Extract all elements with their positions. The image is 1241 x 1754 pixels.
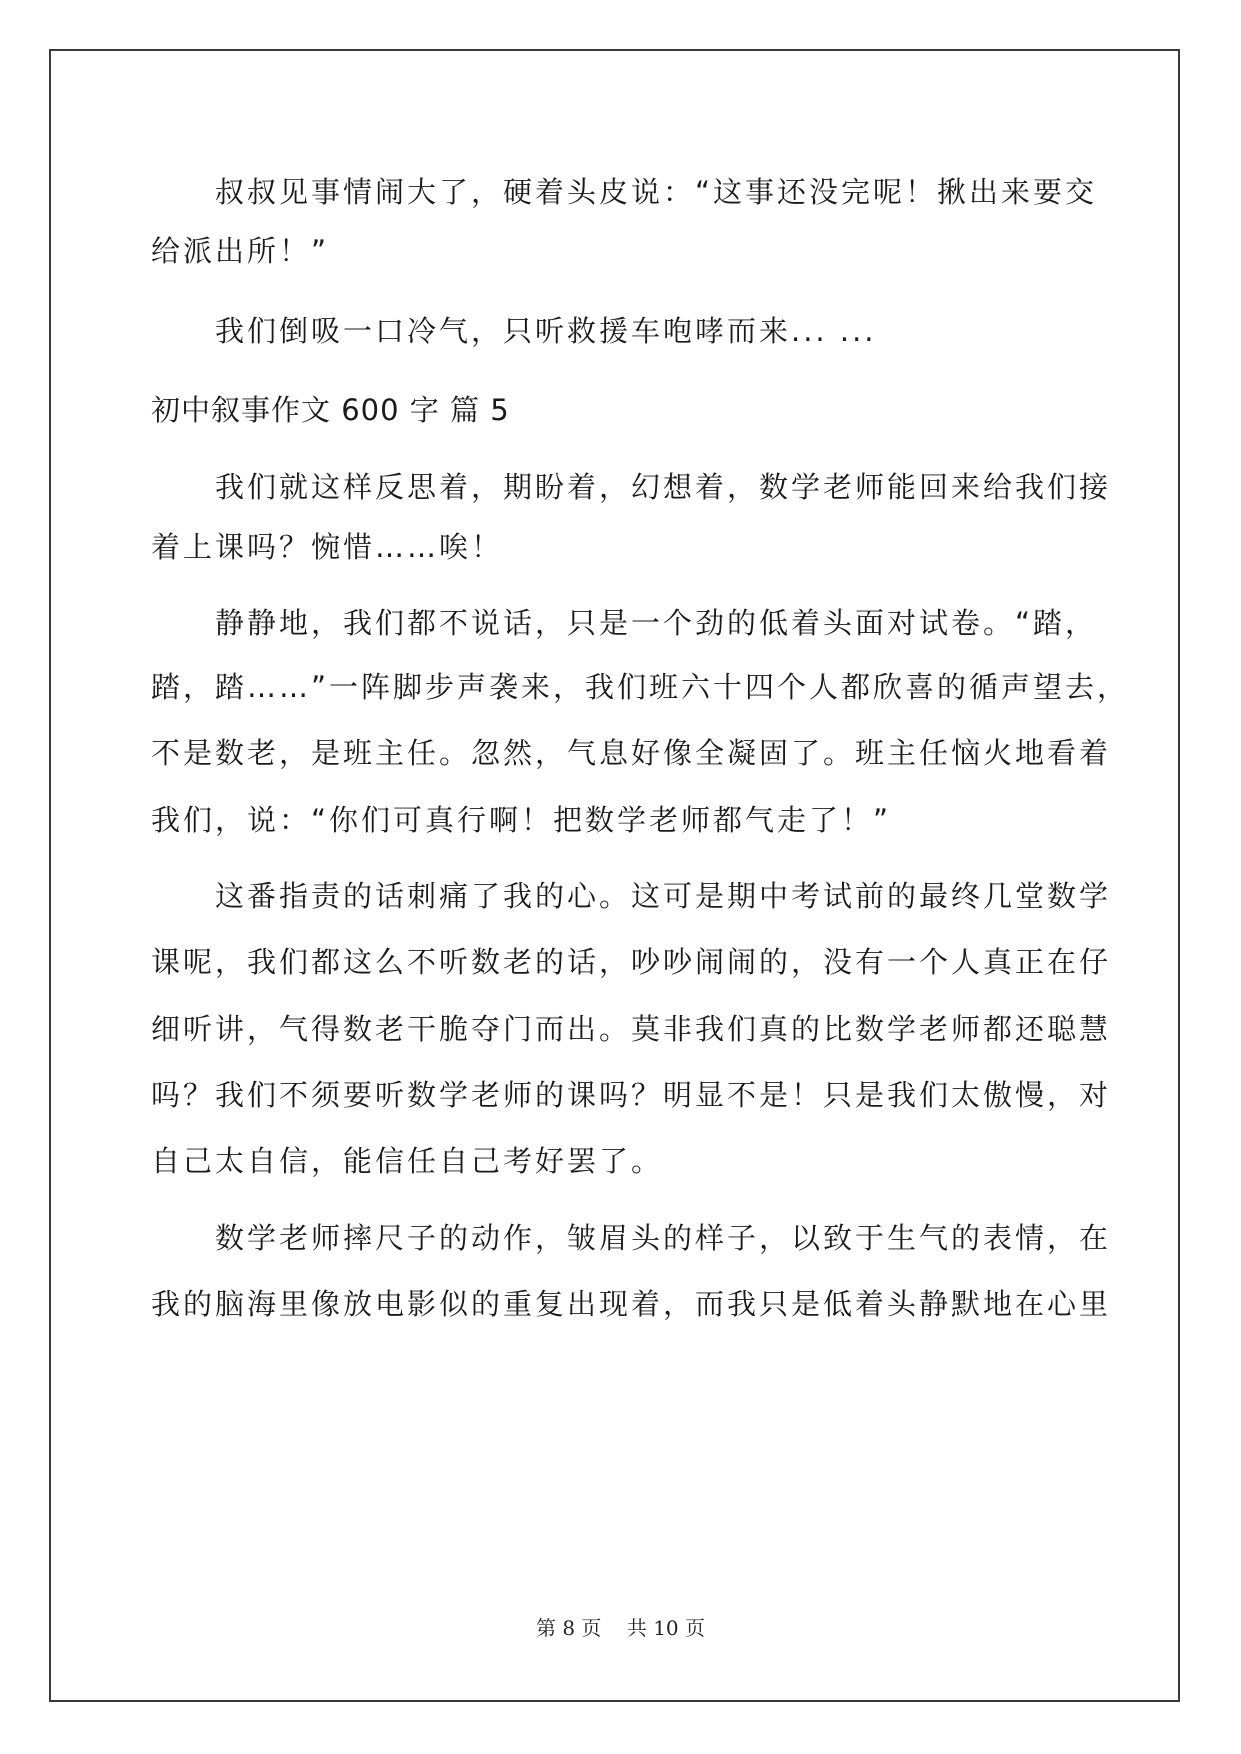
- paragraph-line: 吗？我们不须要听数学老师的课吗？明显不是！只是我们太傲慢，对: [151, 1078, 1112, 1112]
- paragraph-line: 着上课吗？惋惜……唉！: [151, 530, 504, 564]
- paragraph-line: 课呢，我们都这么不听数老的话，吵吵闹闹的，没有一个人真正在仔: [151, 945, 1112, 979]
- paragraph-line: 自己太自信，能信任自己考好罢了。: [151, 1144, 664, 1178]
- paragraph-line: 数学老师摔尺子的动作，皱眉头的样子，以致于生气的表情，在: [215, 1221, 1112, 1255]
- paragraph-line: 静静地，我们都不说话，只是一个劲的低着头面对试卷。“踏，: [215, 606, 1098, 640]
- paragraph-line: 这番指责的话刺痛了我的心。这可是期中考试前的最终几堂数学: [215, 879, 1112, 913]
- paragraph-line: 我们，说：“你们可真行啊！把数学老师都气走了！”: [151, 803, 892, 837]
- paragraph-line: 不是数老，是班主任。忽然，气息好像全凝固了。班主任恼火地看着: [151, 736, 1112, 770]
- paragraph-line: 踏，踏……”一阵脚步声袭来，我们班六十四个人都欣喜的循声望去，: [151, 670, 1130, 704]
- paragraph-line: 细听讲，气得数老干脆夺门而出。莫非我们真的比数学老师都还聪慧: [151, 1012, 1112, 1046]
- paragraph-line: 我们倒吸一口冷气，只听救援车咆哮而来... ...: [215, 314, 877, 348]
- section-heading: 初中叙事作文 600 字 篇 5: [151, 393, 510, 427]
- paragraph-line: 给派出所！”: [151, 234, 330, 268]
- page-number: 第 8 页 共 10 页: [535, 1616, 706, 1640]
- page-footer: [0, 1614, 1241, 1642]
- paragraph-line: 我们就这样反思着，期盼着，幻想着，数学老师能回来给我们接: [215, 470, 1112, 504]
- paragraph-line: 我的脑海里像放电影似的重复出现着，而我只是低着头静默地在心里: [151, 1287, 1112, 1321]
- paragraph-line: 叔叔见事情闹大了，硬着头皮说：“这事还没完呢！揪出来要交: [215, 175, 1098, 209]
